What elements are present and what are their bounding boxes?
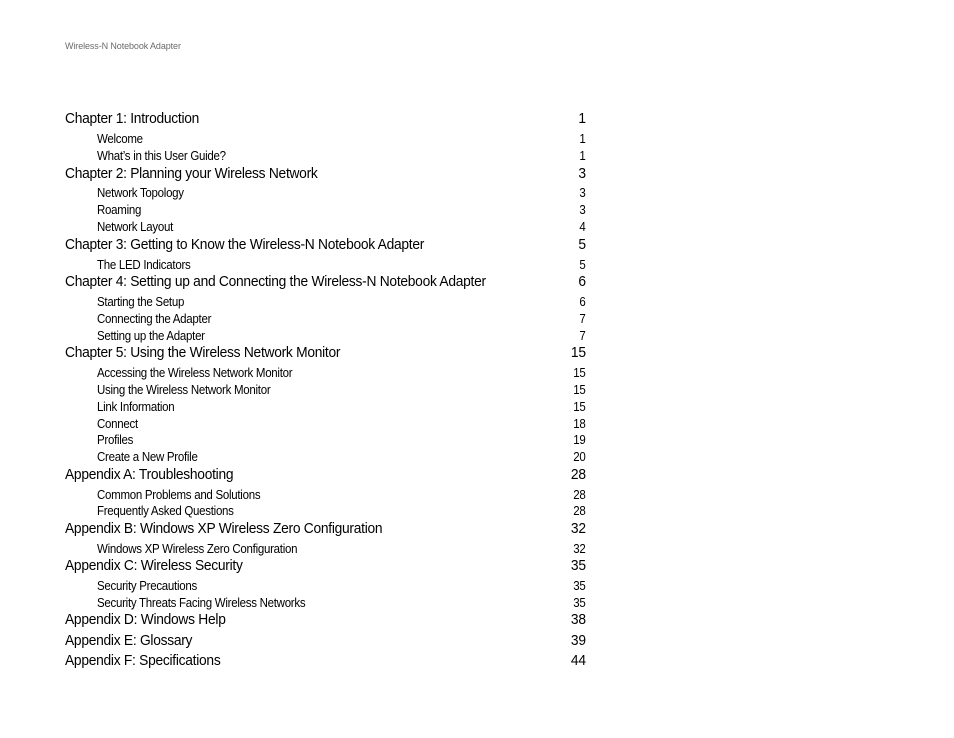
- toc-entry-title: Network Layout: [97, 220, 174, 234]
- toc-entry-page: 1: [579, 132, 586, 146]
- toc-entry-page: 7: [579, 312, 586, 326]
- toc-entry-title: Frequently Asked Questions: [97, 504, 234, 518]
- toc-chapter-entry[interactable]: [65, 273, 586, 290]
- toc-entry-title: Appendix B: Windows XP Wireless Zero Configuration: [65, 520, 383, 537]
- toc-entry-page: 6: [578, 273, 586, 290]
- toc-entry-page: 28: [573, 504, 586, 518]
- toc-chapter-entry[interactable]: [65, 652, 586, 669]
- toc-entry-title: Connecting the Adapter: [97, 312, 212, 326]
- toc-section-entry[interactable]: [97, 186, 586, 200]
- toc-entry-title: Chapter 1: Introduction: [65, 110, 200, 127]
- toc-section-entry[interactable]: [97, 329, 586, 343]
- toc-entry-page: 3: [579, 203, 586, 217]
- toc-entry-title: The LED Indicators: [97, 258, 191, 272]
- toc-section-entry[interactable]: [97, 295, 586, 309]
- toc-entry-page: 18: [573, 417, 586, 431]
- toc-entry-title: Accessing the Wireless Network Monitor: [97, 366, 293, 380]
- toc-chapter-entry[interactable]: [65, 165, 586, 182]
- toc-entry-page: 20: [573, 450, 586, 464]
- toc-chapter-entry[interactable]: [65, 557, 586, 574]
- toc-section-entry[interactable]: [97, 450, 586, 464]
- toc-chapter-entry[interactable]: [65, 344, 586, 361]
- toc-entry-page: 6: [579, 295, 586, 309]
- toc-entry-title: Chapter 2: Planning your Wireless Network: [65, 165, 318, 182]
- toc-entry-title: Connect: [97, 417, 138, 431]
- toc-entry-page: 1: [579, 149, 586, 163]
- toc-entry-page: 28: [573, 488, 586, 502]
- toc-entry-page: 32: [573, 542, 586, 556]
- toc-entry-page: 38: [570, 611, 586, 628]
- toc-entry-title: Setting up the Adapter: [97, 329, 205, 343]
- toc-entry-page: 3: [579, 186, 586, 200]
- toc-section-entry[interactable]: [97, 366, 586, 380]
- toc-entry-title: Welcome: [97, 132, 143, 146]
- toc-section-entry[interactable]: [97, 579, 586, 593]
- toc-entry-title: Security Precautions: [97, 579, 197, 593]
- toc-entry-page: 7: [579, 329, 586, 343]
- toc-entry-title: Roaming: [97, 203, 142, 217]
- toc-section-entry[interactable]: [97, 417, 586, 431]
- toc-chapter-entry[interactable]: [65, 632, 586, 649]
- toc-section-entry[interactable]: [97, 383, 586, 397]
- toc-entry-title: Using the Wireless Network Monitor: [97, 383, 271, 397]
- toc-section-entry[interactable]: [97, 433, 586, 447]
- toc-entry-page: 35: [573, 579, 586, 593]
- toc-entry-page: 39: [570, 632, 586, 649]
- toc-entry-title: Appendix D: Windows Help: [65, 611, 226, 628]
- toc-entry-title: Appendix C: Wireless Security: [65, 557, 243, 574]
- toc-entry-page: 15: [573, 383, 586, 397]
- toc-section-entry[interactable]: [97, 400, 586, 414]
- toc-entry-title: Appendix E: Glossary: [65, 632, 193, 649]
- toc-chapter-entry[interactable]: [65, 110, 586, 127]
- toc-entry-page: 4: [579, 220, 586, 234]
- toc-entry-title: Chapter 5: Using the Wireless Network Monitor: [65, 344, 341, 361]
- toc-section-entry[interactable]: [97, 312, 586, 326]
- toc-entry-page: 44: [570, 652, 586, 669]
- toc-entry-page: 5: [578, 236, 586, 253]
- toc-section-entry[interactable]: [97, 203, 586, 217]
- toc-entry-page: 1: [578, 110, 586, 127]
- toc-section-entry[interactable]: [97, 542, 586, 556]
- toc-entry-title: Profiles: [97, 433, 134, 447]
- toc-entry-title: Common Problems and Solutions: [97, 488, 261, 502]
- toc-entry-page: 15: [570, 344, 586, 361]
- toc-entry-page: 3: [578, 165, 586, 182]
- toc-entry-page: 35: [570, 557, 586, 574]
- toc-entry-title: Chapter 4: Setting up and Connecting the Wireless-N Notebook Adapter: [65, 273, 486, 290]
- running-header: Wireless-N Notebook Adapter: [65, 41, 181, 51]
- toc-entry-page: 19: [573, 433, 586, 447]
- toc-entry-title: Windows XP Wireless Zero Configuration: [97, 542, 298, 556]
- toc-entry-page: 5: [579, 258, 586, 272]
- toc-section-entry[interactable]: [97, 220, 586, 234]
- toc-section-entry[interactable]: [97, 258, 586, 272]
- toc-entry-title: Link Information: [97, 400, 175, 414]
- toc-section-entry[interactable]: [97, 488, 586, 502]
- toc-entry-title: Appendix F: Specifications: [65, 652, 221, 669]
- toc-section-entry[interactable]: [97, 596, 586, 610]
- toc-entry-title: Starting the Setup: [97, 295, 185, 309]
- toc-entry-page: 35: [573, 596, 586, 610]
- toc-section-entry[interactable]: [97, 504, 586, 518]
- toc-chapter-entry[interactable]: [65, 520, 586, 537]
- toc-section-entry[interactable]: [97, 149, 586, 163]
- toc-chapter-entry[interactable]: [65, 611, 586, 628]
- toc-chapter-entry[interactable]: [65, 236, 586, 253]
- toc-entry-page: 15: [573, 366, 586, 380]
- toc-entry-title: What’s in this User Guide?: [97, 149, 226, 163]
- toc-entry-title: Appendix A: Troubleshooting: [65, 466, 234, 483]
- toc-entry-page: 15: [573, 400, 586, 414]
- toc-chapter-entry[interactable]: [65, 466, 586, 483]
- toc-section-entry[interactable]: [97, 132, 586, 146]
- toc-entry-title: Security Threats Facing Wireless Networks: [97, 596, 306, 610]
- toc-entry-title: Chapter 3: Getting to Know the Wireless-N Notebook Adapter: [65, 236, 425, 253]
- toc-entry-page: 28: [570, 466, 586, 483]
- toc-entry-page: 32: [570, 520, 586, 537]
- toc-entry-title: Network Topology: [97, 186, 184, 200]
- toc-entry-title: Create a New Profile: [97, 450, 198, 464]
